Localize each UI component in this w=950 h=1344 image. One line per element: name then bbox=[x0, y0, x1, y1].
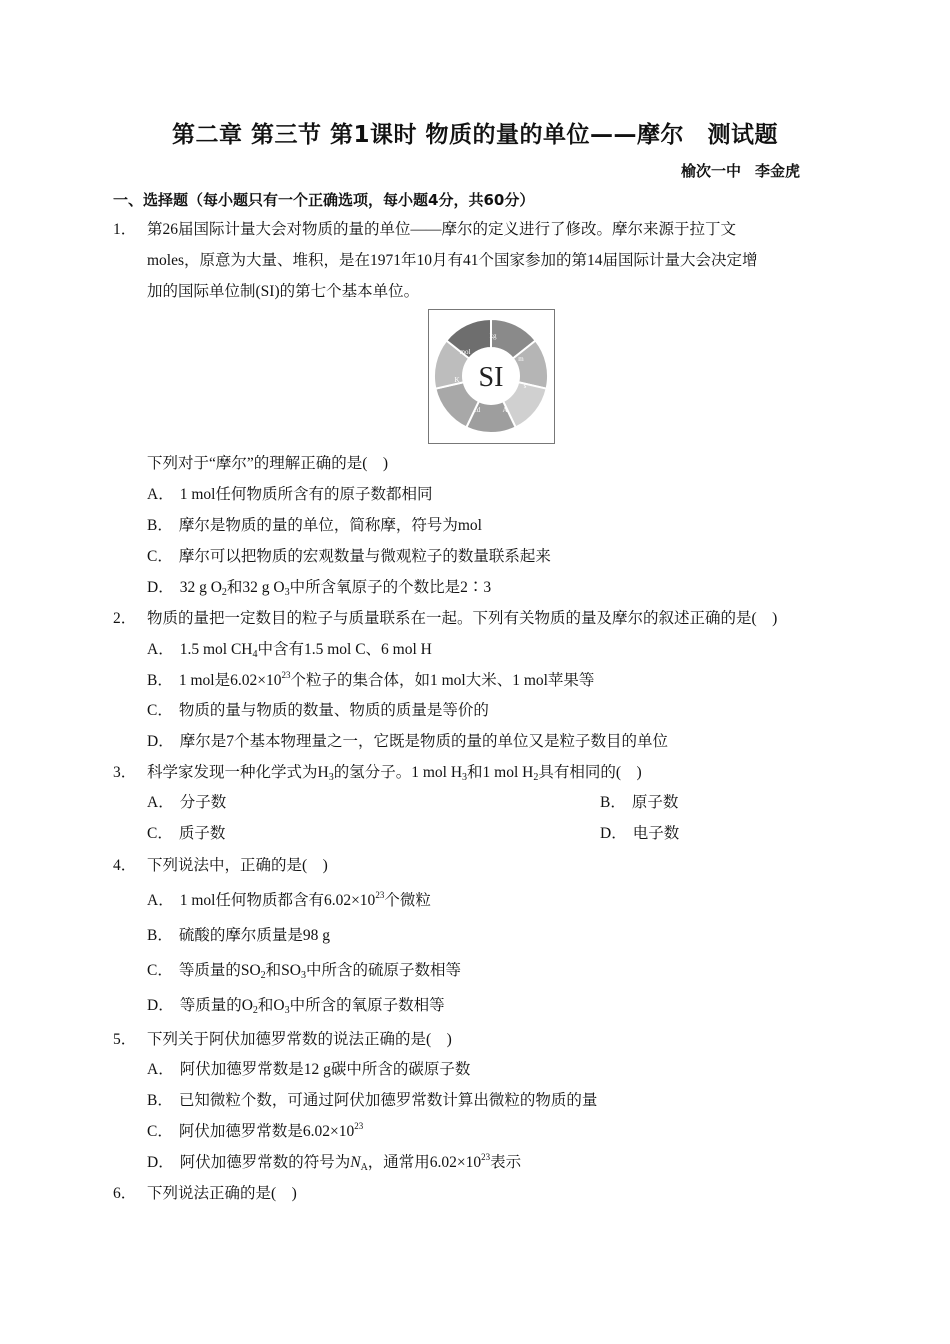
page-title: 第二章 第三节 第1课时 物质的量的单位——摩尔 测试题 bbox=[171, 122, 779, 148]
author-name: 李金虎 bbox=[754, 162, 800, 180]
option-a[interactable]: A． 1.5 mol $CH_4$中含有1.5 mol C、6 mol H bbox=[147, 641, 432, 660]
question-number: 2． bbox=[113, 610, 137, 627]
option-a[interactable]: A． 分子数 bbox=[147, 794, 227, 811]
question-text-line: 加的国际单位制(SI)的第七个基本单位。 bbox=[147, 283, 420, 300]
option-b[interactable]: B． 已知微粒个数，可通过阿伏加德罗常数计算出微粒的物质的量 bbox=[147, 1092, 598, 1109]
option-b[interactable]: B． 硫酸的摩尔质量是98 g bbox=[147, 927, 330, 944]
option-c[interactable]: C． 等质量的$SO_2$和$SO_3$中所含的硫原子数相等 bbox=[147, 962, 462, 981]
svg-text:SI: SI bbox=[478, 362, 504, 393]
option-d[interactable]: D． 等质量的$O_2$和$O_3$中所含的氧原子数相等 bbox=[147, 997, 445, 1016]
question-number: 4． bbox=[113, 857, 137, 874]
question-text-line: moles，原意为大量、堆积，是在1971年10月有41个国家参加的第14届国际计量大会决定增 bbox=[147, 252, 758, 269]
option-b[interactable]: B． 1 mol是$6.02\times 10^{23}$个粒子的集合体，如1 mol大米、1 mol苹果等 bbox=[147, 670, 595, 689]
question-stem: 下列对于“摩尔”的理解正确的是( ) bbox=[147, 455, 389, 472]
svg-text:kg: kg bbox=[489, 332, 497, 340]
author-line bbox=[681, 160, 800, 181]
question-stem: 下列说法中，正确的是( ) bbox=[147, 857, 328, 874]
svg-text:m: m bbox=[518, 355, 524, 363]
section-heading: 一、选择题（每小题只有一个正确选项，每小题4分，共60分） bbox=[113, 191, 535, 209]
svg-text:cd: cd bbox=[473, 406, 481, 414]
question-number: 5． bbox=[113, 1031, 137, 1048]
question-number: 3． bbox=[113, 764, 137, 781]
option-c[interactable]: C． 质子数 bbox=[147, 825, 226, 842]
question-stem: 物质的量把一定数目的粒子与质量联系在一起。下列有关物质的量及摩尔的叙述正确的是( ) bbox=[147, 610, 778, 627]
question-stem: 下列关于阿伏加德罗常数的说法正确的是( ) bbox=[147, 1031, 452, 1048]
svg-text:s: s bbox=[523, 382, 527, 390]
question-number: 1． bbox=[113, 221, 137, 238]
svg-text:K: K bbox=[454, 376, 460, 384]
author-school: 榆次一中 bbox=[680, 162, 741, 180]
option-d[interactable]: D． 摩尔是7个基本物理量之一，它既是物质的量的单位又是粒子数目的单位 bbox=[147, 733, 668, 750]
question-text-line: 第26届国际计量大会对物质的量的单位——摩尔的定义进行了修改。摩尔来源于拉丁文 bbox=[147, 221, 737, 238]
option-c[interactable]: C． 物质的量与物质的数量、物质的质量是等价的 bbox=[147, 702, 489, 719]
si-wheel-icon bbox=[429, 310, 554, 443]
question-stem: 下列说法正确的是( ) bbox=[147, 1185, 297, 1202]
option-b[interactable]: B． 摩尔是物质的量的单位，简称摩，符号为mol bbox=[147, 517, 482, 534]
option-a[interactable]: A． 阿伏加德罗常数是12 g碳中所含的碳原子数 bbox=[147, 1061, 471, 1078]
si-units-figure bbox=[428, 309, 555, 444]
option-a[interactable]: A． 1 mol任何物质都含有$6.02\times 10^{23}$个微粒 bbox=[147, 890, 431, 909]
option-c[interactable]: C． 摩尔可以把物质的宏观数量与微观粒子的数量联系起来 bbox=[147, 548, 551, 565]
svg-text:A: A bbox=[502, 406, 508, 414]
question-stem: 科学家发现一种化学式为$H_3$的氢分子。1 mol $H_3$和1 mol $H_2$具有相同的( ) bbox=[147, 764, 642, 783]
option-d[interactable]: D． 阿伏加德罗常数的符号为$N_A$，通常用$6.02\times 10^{23}$表示 bbox=[147, 1152, 522, 1173]
svg-text:mol: mol bbox=[459, 348, 471, 356]
question-number: 6． bbox=[113, 1185, 137, 1202]
option-a[interactable]: A． 1 mol任何物质所含有的原子数都相同 bbox=[147, 486, 433, 503]
option-d[interactable]: D． 32 g $O_2$和32 g $O_3$中所含氧原子的个数比是2∶3 bbox=[147, 579, 492, 598]
option-d[interactable]: D． 电子数 bbox=[600, 825, 680, 842]
option-c[interactable]: C． 阿伏加德罗常数是$6.02\times 10^{23}$ bbox=[147, 1121, 364, 1140]
option-b[interactable]: B． 原子数 bbox=[600, 794, 679, 811]
